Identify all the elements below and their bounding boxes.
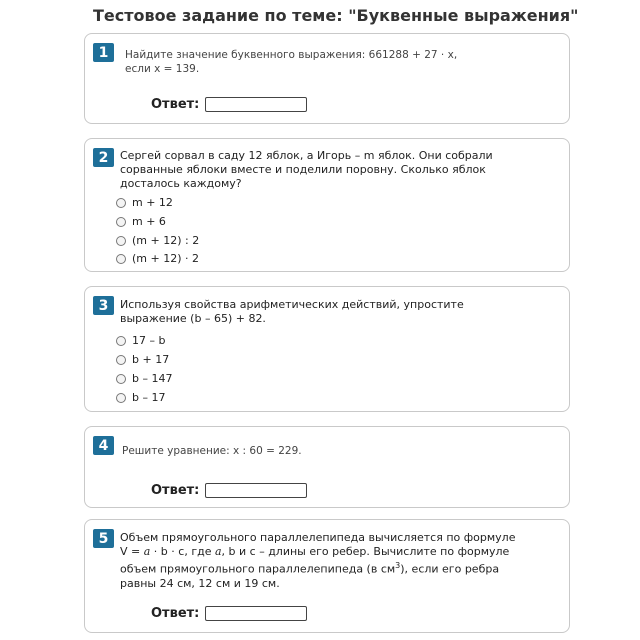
answer-label: Ответ: (151, 606, 200, 621)
radio-button[interactable] (116, 393, 126, 403)
question-text: Решите уравнение: x : 60 = 229. (122, 445, 302, 457)
option-1[interactable] (116, 196, 173, 209)
option-4[interactable] (116, 391, 165, 404)
option-label: b – 17 (132, 391, 166, 404)
question-number: 4 (93, 436, 114, 455)
answer-row (151, 483, 307, 498)
question-number: 1 (93, 43, 114, 62)
question-card-3 (84, 286, 570, 412)
radio-button[interactable] (116, 198, 126, 208)
option-label: m + 6 (132, 215, 166, 228)
option-label: b – 147 (132, 372, 173, 385)
variable-a: a (214, 545, 222, 558)
option-3[interactable] (116, 372, 172, 385)
variable-a: a (143, 545, 151, 558)
answer-input-5[interactable] (205, 606, 307, 621)
option-label: (m + 12) : 2 (132, 234, 200, 247)
option-label: 17 – b (132, 334, 166, 347)
answer-row (151, 606, 307, 621)
text-fragment: , b и c – длины его ребер. Вычислите по формуле (221, 545, 510, 558)
question-text-line (120, 545, 560, 559)
text-fragment: · b · c, где (150, 545, 215, 558)
answer-label: Ответ: (151, 483, 200, 498)
option-label: m + 12 (132, 196, 173, 209)
question-card-5 (84, 519, 570, 633)
radio-button[interactable] (116, 236, 126, 246)
superscript: 3 (395, 561, 401, 570)
question-number: 2 (93, 148, 114, 167)
question-number: 3 (93, 296, 114, 315)
question-text-line: если x = 139. (125, 63, 200, 75)
radio-button[interactable] (116, 374, 126, 384)
question-text: Сергей сорвал в саду 12 яблок, а Игорь – m яблок. Они собрали сорванные яблоки вместе и поделили поровну. Сколько яблок досталось каждому? (120, 149, 493, 190)
question-number: 5 (93, 529, 114, 548)
question-text: Используя свойства арифметических действий, упростите выражение (b – 65) + 82. (120, 298, 464, 325)
option-label: b + 17 (132, 353, 170, 366)
question-text (125, 48, 565, 76)
text-fragment: V = (120, 545, 144, 558)
option-3[interactable] (116, 234, 199, 247)
option-2[interactable] (116, 215, 166, 228)
question-text (120, 531, 560, 591)
option-1[interactable] (116, 334, 165, 347)
text-fragment: ), если его ребра (400, 562, 500, 576)
radio-button[interactable] (116, 355, 126, 365)
option-4[interactable] (116, 252, 199, 265)
radio-button[interactable] (116, 254, 126, 264)
text-fragment: объем прямоугольного параллелепипеда (в см (120, 562, 396, 576)
answer-input-1[interactable] (205, 97, 307, 112)
answer-row (151, 97, 307, 112)
answer-input-4[interactable] (205, 483, 307, 498)
question-card-2 (84, 138, 570, 272)
radio-button[interactable] (116, 217, 126, 227)
answer-label: Ответ: (151, 97, 200, 112)
question-text-line: Объем прямоугольного параллелепипеда вычисляется по формуле (120, 531, 516, 544)
question-card-4 (84, 426, 570, 508)
question-text-line (120, 559, 560, 577)
radio-button[interactable] (116, 336, 126, 346)
option-label: (m + 12) · 2 (132, 252, 199, 265)
question-text-line: Найдите значение буквенного выражения: 661288 + 27 · x, (125, 49, 458, 61)
question-text-line: равны 24 см, 12 см и 19 см. (120, 576, 280, 590)
option-2[interactable] (116, 353, 169, 366)
page-title: Тестовое задание по теме: "Буквенные выражения" (93, 6, 579, 25)
question-card-1 (84, 33, 570, 124)
